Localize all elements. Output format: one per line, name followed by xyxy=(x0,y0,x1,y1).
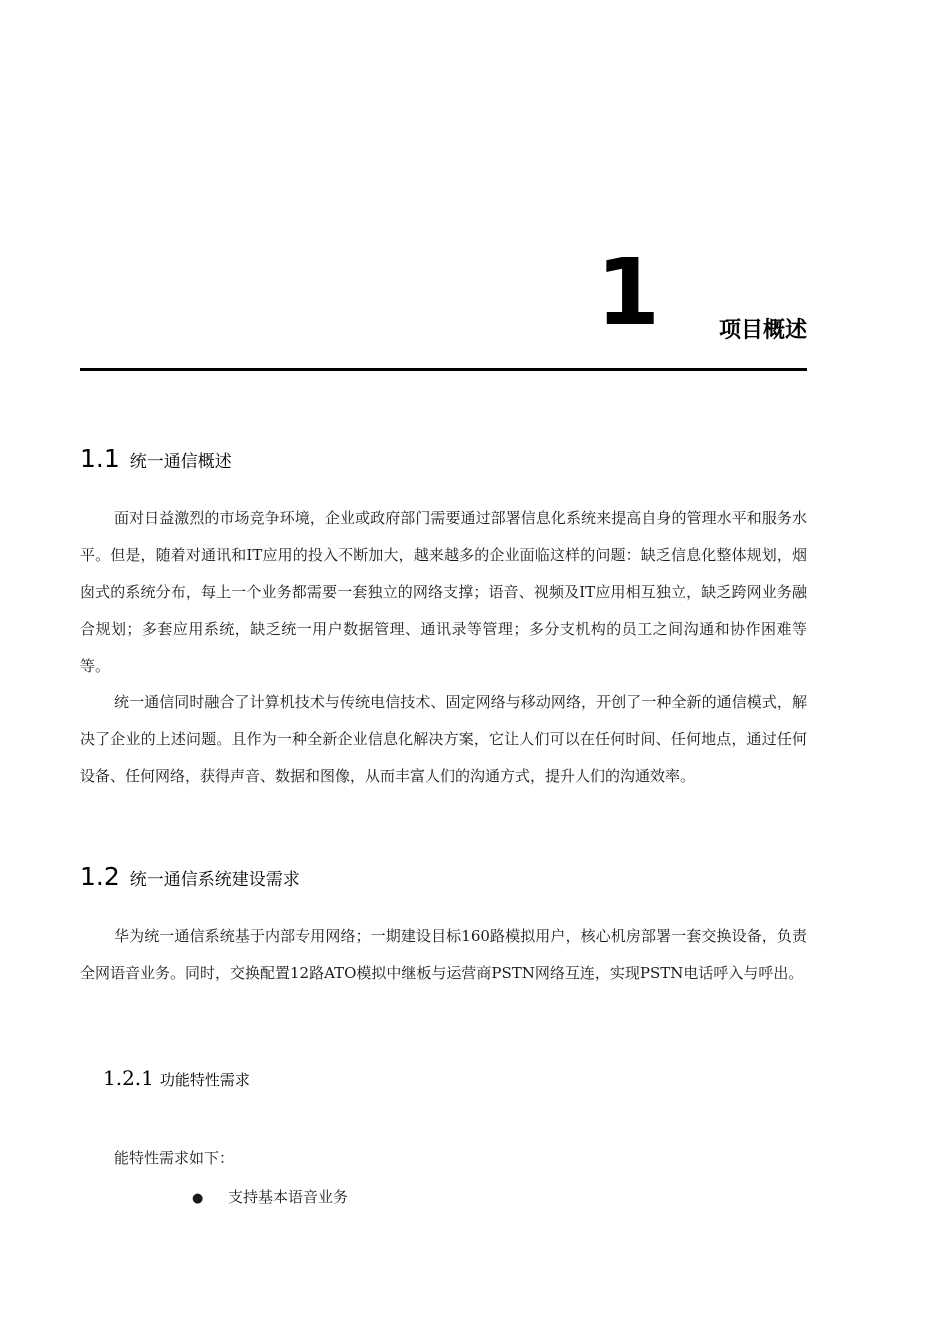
section-number: 1.2 xyxy=(80,862,120,891)
chapter-divider xyxy=(80,368,807,371)
chapter-number: 1 xyxy=(595,239,660,346)
section-title: 统一通信概述 xyxy=(129,452,232,472)
subsection-heading-1-2-1 xyxy=(103,1066,250,1090)
section-heading-1-2 xyxy=(80,862,300,891)
list-item-text: 支持基本语音业务 xyxy=(228,1188,349,1206)
subsection-title: 功能特性需求 xyxy=(159,1071,250,1089)
section-title: 统一通信系统建设需求 xyxy=(129,870,300,890)
subsection-number: 1.2.1 xyxy=(103,1066,154,1090)
bullet-icon: ● xyxy=(192,1191,204,1206)
chapter-title: 项目概述 xyxy=(718,318,807,343)
list-item xyxy=(192,1185,348,1211)
section-number: 1.1 xyxy=(80,444,120,473)
paragraph: 华为统一通信系统基于内部专用网络；一期建设目标160路模拟用户，核心机房部署一套交换设备，负责全网语音业务。同时，交换配置12路ATO模拟中继板与运营商PSTN网络互连，实现PSTN电话呼入与呼出。 xyxy=(80,927,807,982)
paragraph: 统一通信同时融合了计算机技术与传统电信技术、固定网络与移动网络，开创了一种全新的通信模式，解决了企业的上述问题。且作为一种全新企业信息化解决方案，它让人们可以在任何时间、任何地点，通过任何设备、任何网络，获得声音、数据和图像，从而丰富人们的沟通方式，提升人们的沟通效率。 xyxy=(80,693,807,785)
section-heading-1-1 xyxy=(80,444,232,473)
paragraph: 面对日益激烈的市场竞争环境，企业或政府部门需要通过部署信息化系统来提高自身的管理水平和服务水平。但是，随着对通讯和IT应用的投入不断加大，越来越多的企业面临这样的问题：缺乏信息化整体规划，烟囱式的系统分布，每上一个业务都需要一套独立的网络支撑；语音、视频及IT应用相互独立，缺乏跨网业务融合规划；多套应用系统，缺乏统一用户数据管理、通讯录等管理；多分支机构的员工之间沟通和协作困难等等。 xyxy=(80,509,807,675)
paragraph: 能特性需求如下： xyxy=(114,1149,235,1167)
